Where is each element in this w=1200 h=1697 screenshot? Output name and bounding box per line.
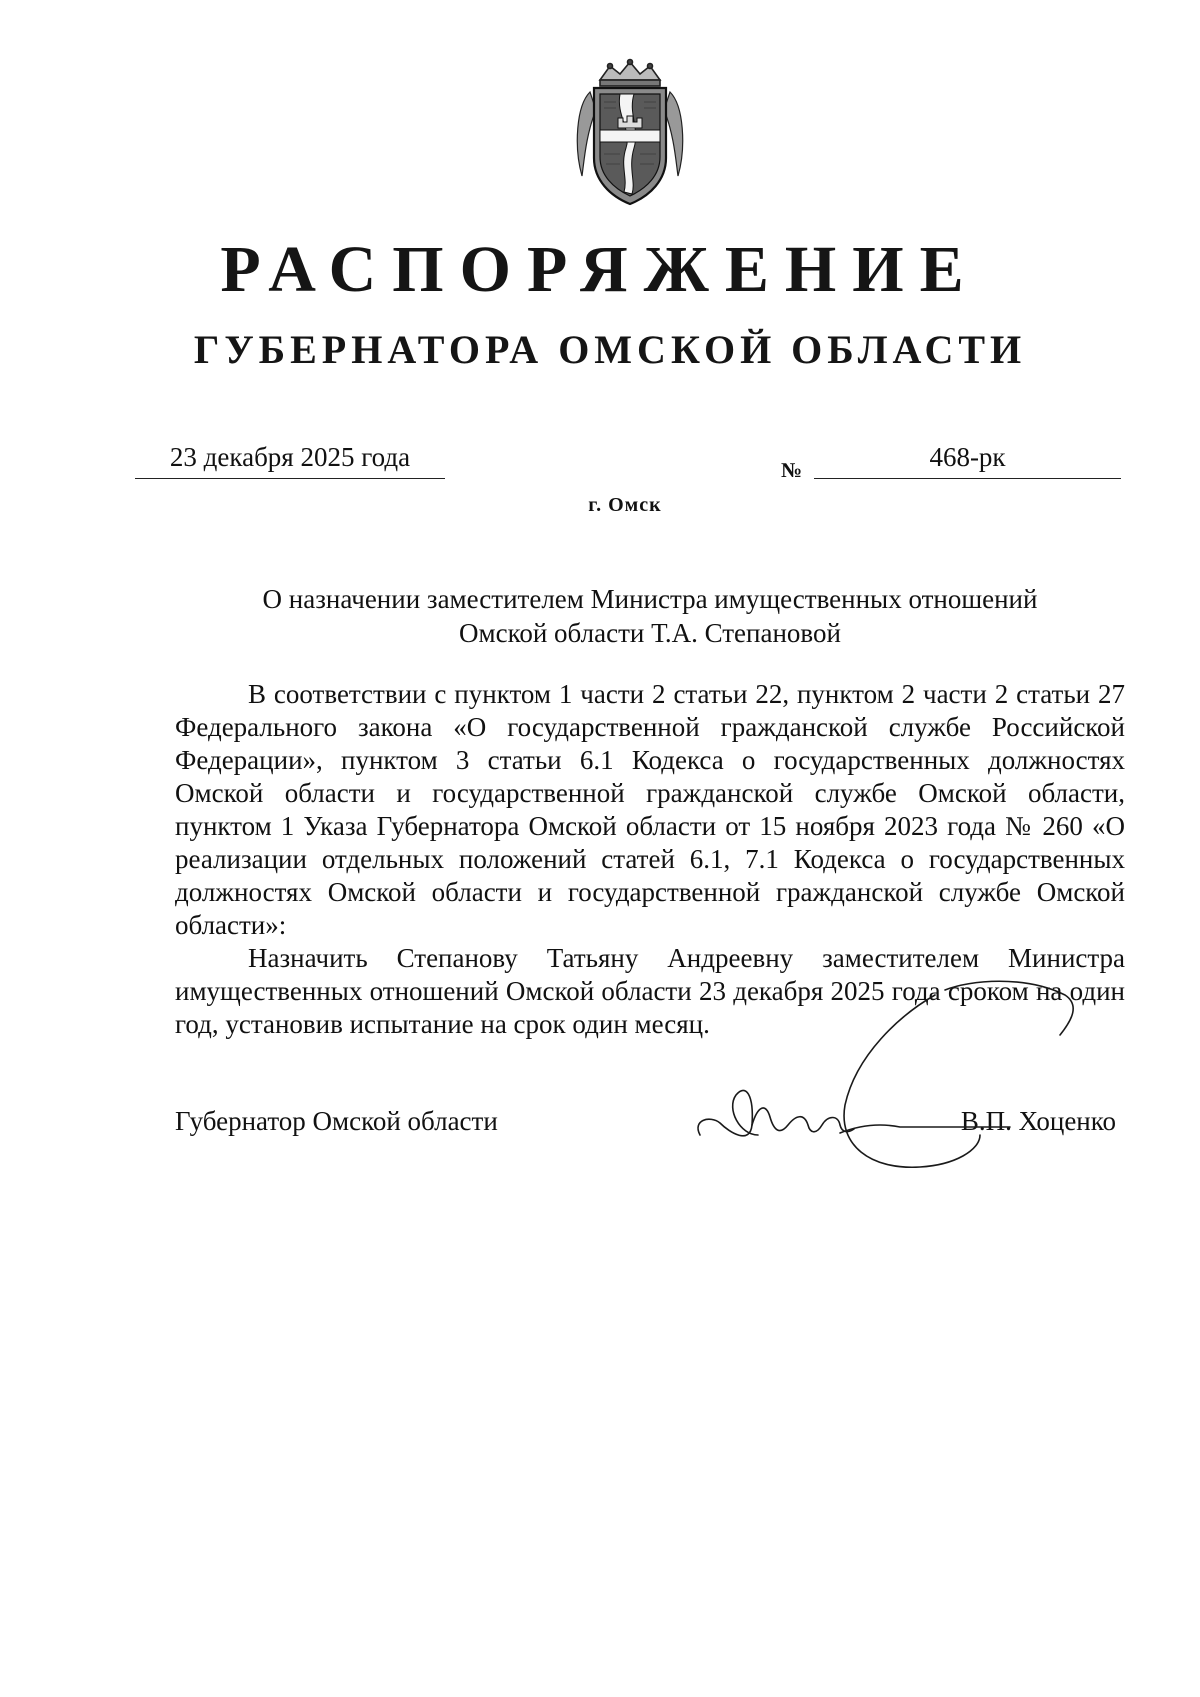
signer-name: В.П. Хоценко [960,1106,1116,1136]
body-paragraph-appointment: Назначить Степанову Татьяну Андреевну заместителем Министра имущественных отношений Омской области 23 декабря 2025 года сроком на один год, установив испытание на срок один месяц. [175,943,1125,1039]
document-heading [175,582,1125,650]
coat-of-arms-icon [570,58,690,208]
heading-line-1: О назначении заместителем Министра имущественных отношений [262,584,1038,614]
signer-title: Губернатор Омской области [175,1106,498,1136]
document-date: 23 декабря 2025 года [135,440,445,479]
document-number-label: № [781,458,803,482]
document-number: 468-рк [814,440,1121,479]
document-subtitle: ГУБЕРНАТОРА ОМСКОЙ ОБЛАСТИ [193,327,1027,372]
body-paragraph-legal-basis: В соответствии с пунктом 1 части 2 статьи 22, пунктом 2 части 2 статьи 27 Федерального закона «О государственной гражданской службе Российской Федерации», пунктом 3 статьи 6.1 Кодекса о государственных должностях Омской области и государственной гражданской службе Омской области, пунктом 1 Указа Губернатора Омской области от 15 ноября 2023 года № 260 «О реализации отдельных положений статей 6.1, 7.1 Кодекса о государственных должностях Омской области и государственной гражданской службе Омской области»: [175,679,1125,940]
document-city: г. Омск [588,494,662,516]
document-title: РАСПОРЯЖЕНИЕ [220,233,980,306]
signature-icon [680,975,1100,1175]
heading-line-2: Омской области Т.А. Степановой [459,618,841,648]
